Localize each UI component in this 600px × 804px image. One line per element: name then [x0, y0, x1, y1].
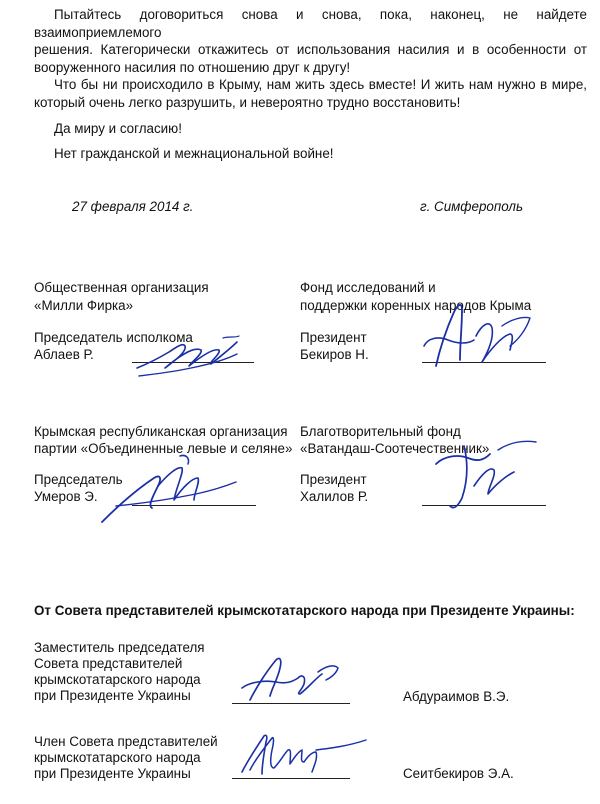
- council-member-1-name: Абдураимов В.Э.: [403, 689, 510, 704]
- intro-p1-line1: Пытайтесь договориться снова и снова, пока, наконец, не найдете взаимоприемлемого: [34, 7, 587, 40]
- council-member-1-title-line1: Заместитель председателя: [34, 640, 205, 655]
- document-date: 27 февраля 2014 г.: [72, 199, 194, 214]
- signatory-3-org-line2: партии «Объединенные левые и селяне»: [34, 441, 293, 456]
- signatory-1-org-line2: «Милли Фирка»: [34, 298, 134, 313]
- signatory-3-name: Умеров Э.: [34, 489, 98, 504]
- signatory-3-signature: [96, 450, 246, 530]
- signatory-4-role: Президент: [300, 472, 367, 487]
- intro-p1-line2: решения. Категорически откажитесь от использования насилия и в особенности от: [34, 42, 587, 57]
- signatory-4-signature: [428, 436, 548, 516]
- intro-paragraph-3: Да миру и согласию!: [54, 121, 182, 136]
- signatory-1-role: Председатель исполкома: [34, 330, 193, 345]
- council-member-1-title-line4: при Президенте Украины: [34, 688, 191, 703]
- council-member-2-title-line1: Член Совета представителей: [34, 734, 218, 749]
- signatory-4-name: Халилов Р.: [300, 489, 369, 504]
- signatory-2-signature: [418, 296, 538, 376]
- signatory-1-name: Аблаев Р.: [34, 347, 94, 362]
- signatory-3-role: Председатель: [34, 472, 123, 487]
- signatory-3-org-line1: Крымская республиканская организация: [34, 424, 288, 439]
- signatory-1-org-line1: Общественная организация: [34, 280, 209, 295]
- intro-p2-line1: Что бы ни происходило в Крыму, нам жить здесь вместе! И жить нам нужно в мире,: [54, 77, 587, 92]
- council-member-1-title-line3: крымскотатарского народа: [34, 672, 201, 687]
- signatory-2-name: Бекиров Н.: [300, 347, 369, 362]
- intro-paragraph-4: Нет гражданской и межнациональной войне!: [54, 146, 334, 161]
- signatory-2-role: Президент: [300, 330, 367, 345]
- council-member-2-signature: [232, 726, 372, 786]
- council-member-1-title-line2: Совета представителей: [34, 656, 183, 671]
- council-member-2-title-line3: при Президенте Украины: [34, 766, 191, 781]
- document-place: г. Симферополь: [420, 199, 523, 214]
- intro-p2-line2: который очень легко разрушить, и невероятно трудно восстановить!: [34, 94, 461, 110]
- council-heading: От Совета представителей крымскотатарского народа при Президенте Украины:: [34, 603, 575, 618]
- council-member-1-signature: [230, 648, 350, 708]
- signatory-2-org-line1: Фонд исследований и: [300, 280, 436, 295]
- council-member-2-title-line2: крымскотатарского народа: [34, 750, 201, 765]
- intro-paragraph-1: [34, 6, 587, 76]
- signatory-1-signature: [125, 328, 255, 388]
- signatory-2-org-line2: поддержки коренных народов Крыма: [300, 298, 532, 313]
- intro-paragraph-2: [34, 76, 587, 111]
- intro-p1-line3: вооруженного насилия по отношению друг к другу!: [34, 59, 351, 75]
- signatory-4-org-line1: Благотворительный фонд: [300, 424, 461, 439]
- council-member-2-name: Сеитбекиров Э.А.: [403, 766, 514, 781]
- signatory-4-org-line2: «Ватандаш-Соотечественник»: [300, 441, 490, 456]
